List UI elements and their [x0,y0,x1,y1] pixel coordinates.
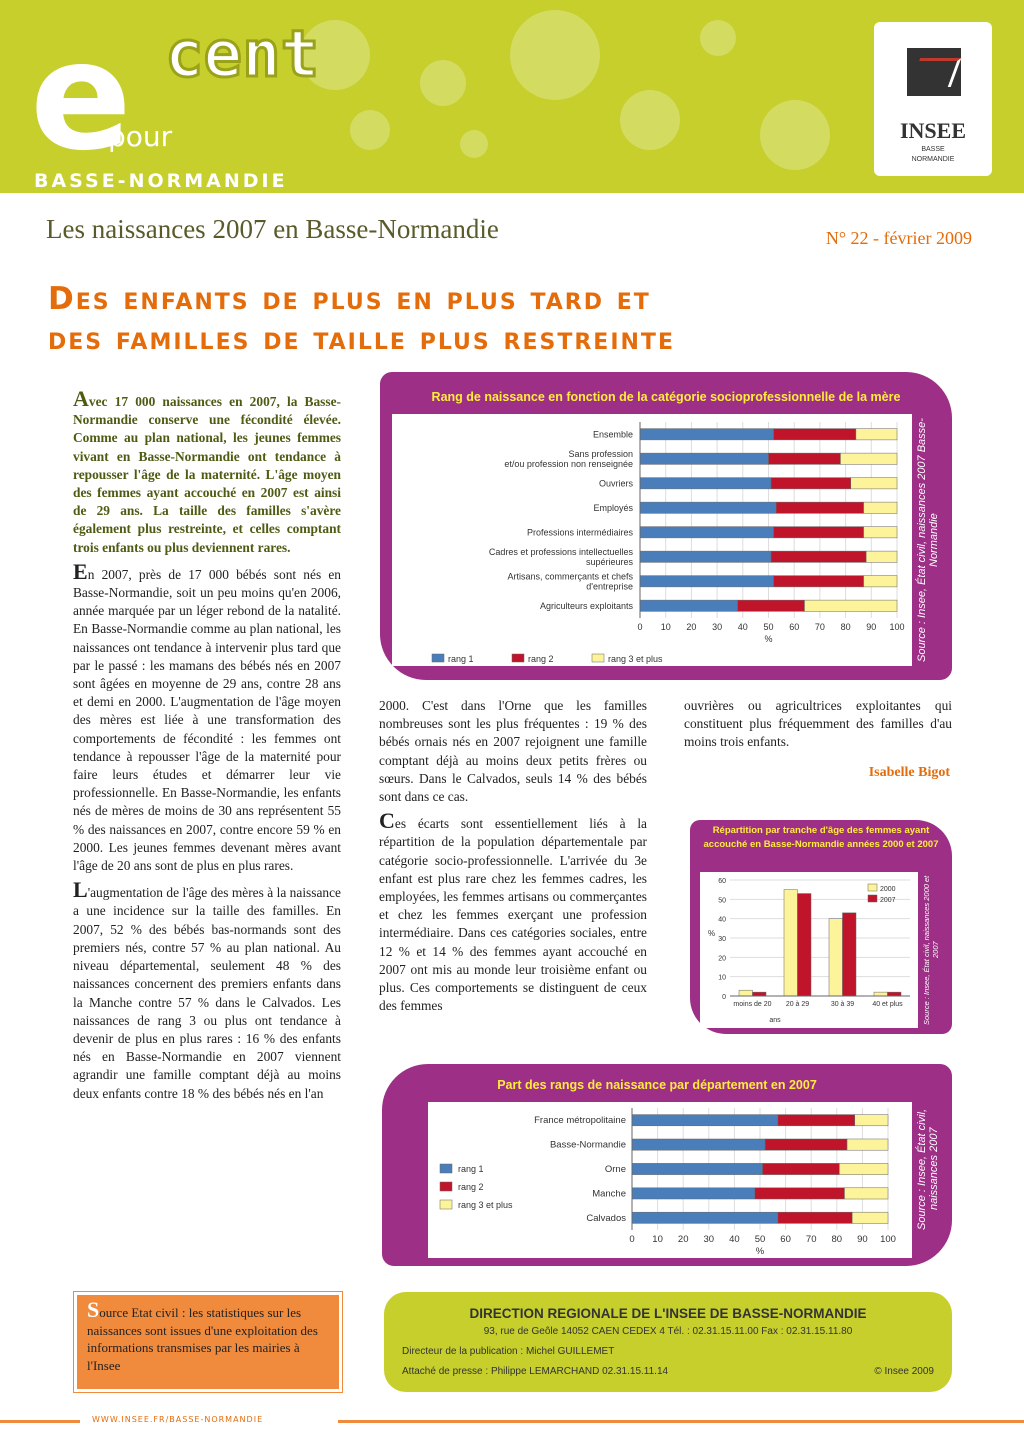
x-tick-label: 100 [889,622,905,632]
footer-press: Attaché de presse : Philippe LEMARCHAND 02.31.15.11.14 [402,1366,669,1377]
lead-paragraph [73,386,341,557]
chart-1-source: Source : Insee, État civil, naissances 2007 Basse-Normandie [916,418,940,662]
insee-mark-icon [907,48,961,96]
bar-segment [864,527,897,538]
headline-line-2: des familles de taille plus restreinte [48,321,675,357]
x-tick-label: 10 [652,1234,663,1245]
chart-3-title: Part des rangs de naissance par département en 2007 [497,1078,817,1092]
chart-2-panel [690,820,952,1034]
x-tick-label: 20 [677,1234,689,1245]
category-label: 30 à 39 [830,1001,855,1008]
bar [798,894,812,996]
chart-1-panel [380,372,952,680]
legend-swatch [432,654,444,662]
chart-3-panel [382,1064,952,1266]
bar-segment [774,429,856,440]
x-tick-label: 60 [789,622,800,632]
source-text [87,1297,329,1374]
x-tick-label: 70 [805,1234,817,1245]
category-label: Professions intermédiaires [526,527,633,538]
category-label: d'entreprise [586,581,633,592]
legend-label: 2000 [880,886,896,893]
bar-segment [776,502,863,513]
legend-label: rang 3 et plus [458,1200,513,1210]
bar-segment [640,429,774,440]
bar-segment [640,527,774,538]
legend-label: rang 3 et plus [608,654,663,664]
chart-3-source: Source : Insee, État civil, naissances 2007 [916,1108,940,1230]
author: Isabelle Bigot [868,765,950,780]
legend-swatch [440,1200,452,1209]
x-tick-label: 90 [866,622,877,632]
bar-segment [852,1212,888,1223]
category-label: 40 et plus [872,1001,903,1008]
lead-text: vec 17 000 naissances en 2007, la Basse-Normandie conserve une fécondité élevée. Comme au plan national, les jeunes femmes vivant en Basse-Normandie ont tendance à repousser l'âge de la maternité. L'âge moyen des femmes ayant accouché en 2007 est ainsi de 29 ans. La taille des familles s'avère également plus restreinte, et celles comptant trois enfants ou plus deviennent rares. [73,394,341,555]
legend-swatch [868,884,877,891]
bar-segment [738,600,805,611]
paragraph-4-text: es écarts sont essentiellement liés à la répartition de la population départementale par catégorie socio-professionnelle. L'arrivée du 3e enfant est plus rare chez les femmes cadres, les employées, les femmes artisans ou commerçantes et chez les femmes exerçant une profession intermédiaire. Dans ces catégories sociales, entre 12 % et 14 % des femmes ayant accouché en 2007 ont mis au monde leur troisième enfant ou plus. Ces comportements se distinguent de ceux des femmes [379,816,647,1014]
x-tick-label: 60 [780,1234,791,1245]
chart-1-title: Rang de naissance en fonction de la catégorie socioprofessionnelle de la mère [431,390,901,404]
bar-segment [632,1188,755,1199]
article-column-2 [379,697,647,1023]
legend-swatch [440,1182,452,1191]
x-tick-label: 90 [857,1234,868,1245]
legend-swatch [592,654,604,662]
legend-swatch [868,895,877,902]
category-label: Agriculteurs exploitants [539,600,633,611]
header-band [0,0,1024,193]
x-axis-label: % [755,1246,765,1257]
category-label: Ouvriers [598,478,633,489]
drop-cap: S [87,1297,100,1322]
chart-1-svg [392,414,912,666]
category-label: 20 à 29 [785,1001,810,1008]
logo-pour: pour [108,120,173,153]
headline-line-1: Des enfants de plus en plus tard et [48,281,651,317]
y-tick-label: 10 [718,974,726,982]
y-tick-label: 40 [718,916,726,924]
bar-segment [640,600,738,611]
bar-segment [851,478,897,489]
insee-sub1: BASSE [921,146,945,153]
chart-3-plot [428,1102,912,1258]
bar-segment [769,453,841,464]
bar-segment [864,576,897,587]
bar-segment [856,429,897,440]
x-axis-label: ans [769,1017,781,1024]
bar-segment [855,1115,888,1126]
chart-2-plot [700,872,918,1028]
bar-segment [840,453,897,464]
paragraph-2 [73,877,341,1102]
bar-segment [765,1139,847,1150]
x-tick-label: 0 [637,622,643,632]
paragraph-5: ouvrières ou agricultrices exploitantes qui constituent plus fréquemment des familles d'au moins trois enfants. [684,698,952,750]
bar [829,919,843,996]
x-tick-label: 80 [840,622,851,632]
x-tick-label: 40 [737,622,748,632]
bottom-rule-right [338,1420,1024,1423]
bar [739,990,753,996]
source-body: ource Etat civil : les statistiques sur les naissances sont issues d'une exploitation des informations transmises par les mairies à l'Insee [87,1305,318,1373]
x-tick-label: 70 [814,622,825,632]
y-tick-label: 30 [718,936,726,943]
insee-name: INSEE [899,118,967,143]
chart-1-plot [392,414,912,666]
y-tick-label: 20 [718,955,726,963]
region-label: BASSE-NORMANDIE [34,170,288,192]
footer-copyright: © Insee 2009 [874,1366,934,1377]
x-tick-label: 30 [703,1234,715,1245]
bar-segment [632,1115,778,1126]
bottom-rule [0,1415,1024,1426]
category-label: moins de 20 [733,1001,772,1008]
x-tick-label: 30 [712,622,723,632]
x-tick-label: 80 [831,1234,843,1245]
legend-swatch [512,654,524,662]
x-tick-label: 50 [763,622,774,632]
bar-segment [839,1163,888,1174]
bar-segment [640,576,774,587]
bar-segment [632,1163,763,1174]
footer-director: Directeur de la publication : Michel GUILLEMET [402,1346,615,1357]
footer-address: 93, rue de Geôle 14052 CAEN CEDEX 4 Tél. : 02.31.15.11.00 Fax : 02.31.15.11.80 [483,1326,853,1337]
category-label: Orne [604,1164,626,1175]
category-label: Cadres et professions intellectuelles [488,546,633,557]
chart-3-svg [428,1102,912,1258]
bar-segment [763,1163,840,1174]
legend-label: 2007 [880,897,896,904]
website-link[interactable]: WWW.INSEE.FR/BASSE-NORMANDIE [92,1415,264,1424]
x-tick-label: 10 [660,622,671,632]
footer-box [384,1292,952,1392]
legend-label: rang 1 [458,1164,484,1174]
y-tick-label: 0 [722,994,726,1001]
paragraph-1 [73,558,341,875]
drop-cap: C [379,808,395,834]
bar [874,992,888,996]
legend-label: rang 2 [458,1182,484,1192]
bar-segment [640,478,771,489]
x-tick-label: 20 [686,622,697,632]
bar [753,992,767,996]
category-label: supérieures [585,556,633,567]
bar [888,992,902,996]
drop-cap: L [73,877,88,903]
bar-segment [640,502,776,513]
bar-segment [640,453,769,464]
bar-segment [778,1212,852,1223]
bar-segment [864,502,897,513]
category-label: Artisans, commerçants et chefs [507,571,633,582]
paragraph-2-text: 'augmentation de l'âge des mères à la naissance a une incidence sur la taille des familles. En 2007, 52 % des bébés bas-normands sont des premiers nés, contre 57 % au plan national. Au niveau départemental, seulement 48 % des naissances concernent des premiers enfants dans la Manche contre 57 % dans le Calvados. Les naissances de rang 3 ou plus ont tendance à devenir de plus en plus rares : 16 % des enfants nés en Basse-Normandie en 2007 viennent agrandir une famille comptant déjà au moins deux enfants contre 18 % des bébés nés en l'an [73,885,341,1101]
category-label: Employés [593,502,633,513]
source-box [74,1292,342,1392]
logo-cent: cent [165,18,320,92]
category-label: France métropolitaine [534,1115,626,1127]
bar-segment [778,1115,855,1126]
bar-segment [632,1139,765,1150]
category-label: et/ou profession non renseignée [504,458,633,469]
bar-segment [844,1188,888,1199]
bar-segment [847,1139,888,1150]
bar-segment [804,600,897,611]
bar-segment [866,551,897,562]
paragraph-4 [379,808,647,1015]
category-label: Sans profession [568,448,633,459]
bar-segment [640,551,771,562]
category-label: Manche [592,1188,626,1200]
legend-label: rang 1 [448,654,474,664]
x-tick-label: 40 [729,1234,740,1245]
bar-segment [771,551,866,562]
x-tick-label: 0 [629,1234,635,1245]
publication-title: Les naissances 2007 en Basse-Normandie [46,214,499,244]
insee-sub2: NORMANDIE [911,156,955,163]
x-tick-label: 100 [880,1234,896,1245]
y-tick-label: 50 [718,897,726,905]
bar [784,890,798,996]
y-axis-label: % [708,929,716,938]
bar-segment [771,478,851,489]
footer-title: DIRECTION REGIONALE DE L'INSEE DE BASSE-NORMANDIE [469,1306,867,1321]
issue-number: N° 22 - février 2009 [825,228,972,248]
chart-2-title: Répartition par tranche d'âge des femmes ayant accouché en Basse-Normandie années 2000 et 2007 [703,825,939,850]
legend-swatch [440,1164,452,1173]
bar-segment [755,1188,845,1199]
article-column-1 [73,386,341,1111]
chart-2-source: Source : Insee, État civil, naissances 2000 et 2007 [922,875,940,1025]
category-label: Calvados [586,1212,626,1224]
bar-segment [632,1212,778,1223]
paragraph-1-text: n 2007, près de 17 000 bébés sont nés en Basse-Normandie, soit un peu moins qu'en 2006, année marquée par un léger rebond de la natalité. En Basse-Normandie comme au plan national, les naissances ont tendance à intervenir plus tard que par le passé : les mamans des bébés nés en 2007 sont âgées en moyenne de 29 ans, contre 28 ans et demi en 2000. L'augmentation de l'âge moyen des mères est liée à une transformation des comportements de fécondité : les femmes ont tendance à repousser l'âge de la maternité pour faire leurs études et démarrer leur vie professionnelle. En Basse-Normandie, les enfants nés de mères de moins de 30 ans représentent 55 % des naissances en 2007, contre encore 59 % en 2000. Les jeunes femmes devenant mères avant l'âge de 20 ans sont de plus en plus rares. [73,566,341,874]
paragraph-3: 2000. C'est dans l'Orne que les familles nombreuses sont les plus fréquentes : 19 % des bébés ornais nés en 2007 rejoignent une famille comptant déjà au moins deux petits frères ou sœurs. Dans le Calvados, seuls 14 % des bébés sont dans ce cas. [379,698,647,805]
drop-cap: E [73,558,88,584]
x-axis-label: % [764,634,773,644]
bar-segment [774,527,864,538]
drop-cap: A [73,386,89,411]
legend-label: rang 2 [528,654,554,664]
category-label: Ensemble [592,429,633,440]
category-label: Basse-Normandie [549,1139,626,1151]
bar-segment [774,576,864,587]
y-tick-label: 60 [718,878,726,885]
logo-e: e [30,10,126,184]
x-tick-label: 50 [754,1234,766,1245]
headline [48,279,988,359]
article-column-3 [684,697,952,760]
bar [843,913,857,996]
bottom-rule-left [0,1420,80,1423]
chart-2-svg [700,872,918,1028]
insee-logo[interactable] [874,22,992,176]
